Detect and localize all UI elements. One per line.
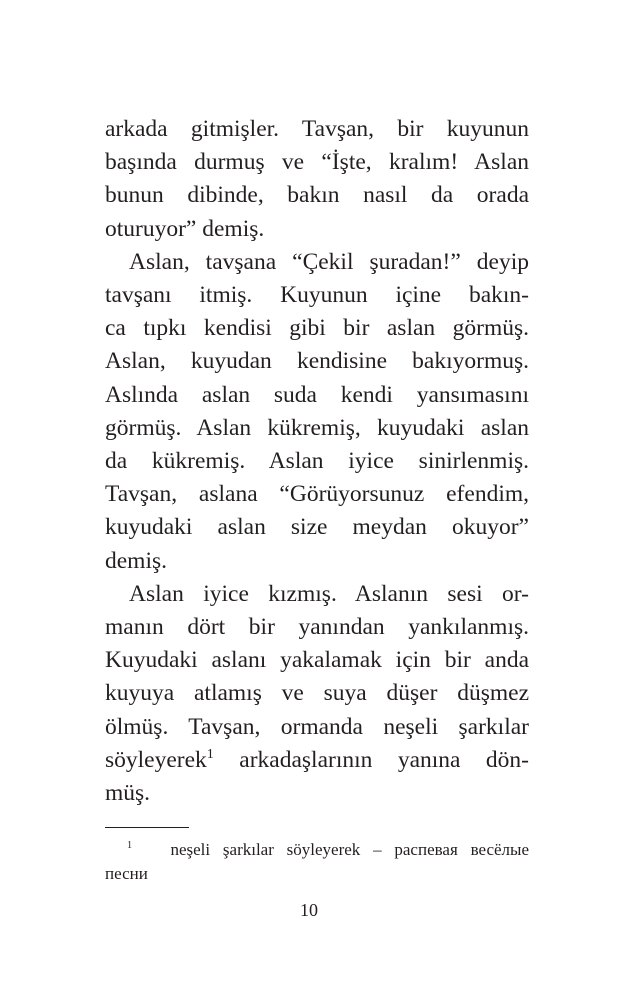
text-line: görmüş. Aslan kükremiş, kuyudaki aslan <box>105 414 529 441</box>
footnote-ref: 1 <box>206 746 214 763</box>
text-line: Aslan, kuyudan kendisine bakıyormuş. <box>105 348 529 375</box>
footnote-text: neşeli şarkılar söyleyerek – распевая весёлые <box>170 840 530 859</box>
text-line: Aslında aslan suda kendi yansımasını <box>105 381 529 408</box>
footnote-marker: 1 <box>127 840 133 852</box>
footnote <box>105 838 529 886</box>
text-line: manın dört bir yanından yankılanmış. <box>105 614 529 641</box>
text-line: arkada gitmişler. Tavşan, bir kuyunun <box>105 116 529 142</box>
page-number: 10 <box>300 900 318 920</box>
text-line <box>105 744 529 777</box>
text-line: müş. <box>105 780 151 807</box>
footnote-line <box>105 838 529 862</box>
text-line: başında durmuş ve “İşte, kralım! Aslan <box>105 149 529 176</box>
body-text <box>105 113 529 810</box>
text-line: ca tıpkı kendisi gibi bir aslan görmüş. <box>105 315 529 342</box>
text-line: Tavşan, aslana “Görüyorsunuz efendim, <box>105 481 529 508</box>
text-line: bunun dibinde, bakın nasıl da orada <box>105 182 529 209</box>
text-line: ölmüş. Tavşan, ormanda neşeli şarkılar <box>105 713 529 740</box>
text-line: kuyudaki aslan size meydan okuyor” <box>105 514 529 541</box>
text-line: Aslan, tavşana “Çekil şuradan!” deyip <box>129 248 529 275</box>
text-line: Aslan iyice kızmış. Aslanın sesi or- <box>129 580 529 607</box>
text-fragment: arkadaşlarının yanına dön- <box>239 746 530 773</box>
footnote-divider <box>105 827 189 828</box>
text-line: oturuyor” demiş. <box>105 215 265 242</box>
text-line: da kükremiş. Aslan iyice sinirlenmiş. <box>105 448 529 475</box>
text-fragment: söyleyerek <box>105 746 207 773</box>
text-line: kuyuya atlamış ve suya düşer düşmez <box>105 680 529 707</box>
footnote-line: песни <box>105 864 148 883</box>
text-line: demiş. <box>105 547 168 574</box>
text-line: tavşanı itmiş. Kuyunun içine bakın- <box>105 282 529 309</box>
text-line: Kuyudaki aslanı yakalamak için bir anda <box>105 647 529 674</box>
